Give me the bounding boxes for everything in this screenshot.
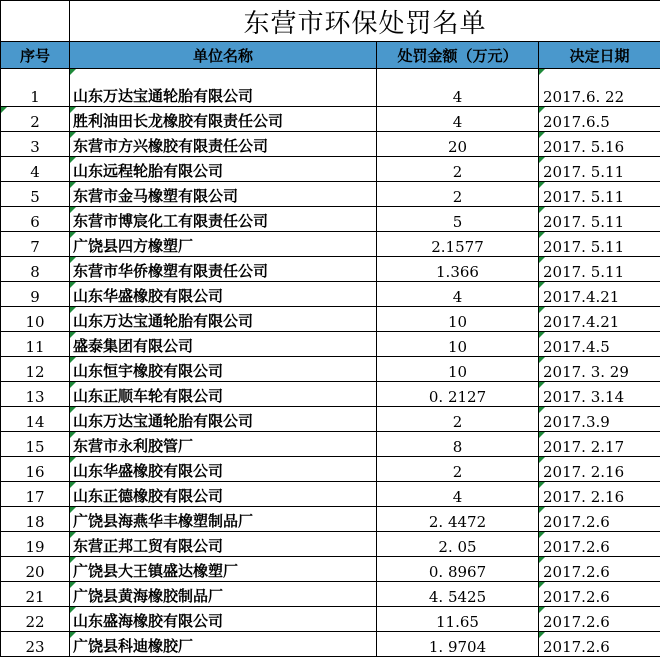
header-unit[interactable]: 单位名称: [70, 42, 377, 69]
cell-unit-name[interactable]: [70, 457, 377, 482]
cell-amount-text: 5: [452, 213, 463, 231]
cell-amount-text: 11.65: [436, 613, 479, 631]
cell-no[interactable]: [1, 282, 70, 307]
cell-no-text: 14: [25, 413, 45, 431]
cell-amount[interactable]: [377, 357, 539, 382]
cell-unit-name-text: 东营正邦工贸有限公司: [73, 537, 224, 555]
cell-marker-icon: [539, 157, 545, 163]
table-row: [1, 182, 660, 207]
cell-no[interactable]: [1, 157, 70, 182]
cell-date-text: 2017. 2.16: [543, 488, 625, 506]
cell-amount[interactable]: [377, 232, 539, 257]
cell-amount[interactable]: [377, 432, 539, 457]
cell-date-text: 2017.2.6: [543, 588, 610, 606]
table-row: [1, 532, 660, 557]
cell-date[interactable]: [539, 232, 660, 257]
cell-amount[interactable]: [377, 332, 539, 357]
cell-no-text: 7: [30, 238, 40, 256]
cell-unit-name-text: 广饶县四方橡塑厂: [73, 237, 194, 255]
cell-no-text: 1: [30, 88, 40, 106]
cell-date[interactable]: [539, 482, 660, 507]
cell-no-text: 9: [30, 288, 40, 306]
cell-no-text: 4: [30, 163, 40, 181]
cell-marker-icon: [539, 432, 545, 438]
cell-date-text: 2017. 5.11: [543, 238, 625, 256]
cell-date-text: 2017.6.5: [543, 113, 610, 131]
cell-amount[interactable]: [377, 282, 539, 307]
cell-unit-name-text: 东营市永利胶管厂: [73, 437, 194, 455]
cell-no[interactable]: [1, 69, 70, 107]
cell-unit-name-text: 山东正德橡胶有限公司: [73, 487, 224, 505]
cell-unit-name-text: 山东华盛橡胶有限公司: [73, 462, 224, 480]
cell-date[interactable]: [539, 532, 660, 557]
cell-marker-icon: [70, 632, 76, 638]
cell-no[interactable]: [1, 407, 70, 432]
title-row: [1, 1, 660, 42]
cell-date-text: 2017.2.6: [543, 538, 610, 556]
cell-no[interactable]: [1, 607, 70, 632]
cell-amount-text: 0. 2127: [428, 388, 487, 406]
cell-unit-name-text: 东营市博宸化工有限责任公司: [73, 212, 269, 230]
cell-marker-icon: [70, 307, 76, 313]
cell-unit-name[interactable]: [70, 407, 377, 432]
cell-marker-icon: [70, 132, 76, 138]
table-row: [1, 207, 660, 232]
cell-marker-icon: [539, 407, 545, 413]
cell-date-text: 2017.2.6: [543, 613, 610, 631]
cell-unit-name[interactable]: [70, 257, 377, 282]
cell-no[interactable]: [1, 482, 70, 507]
cell-amount[interactable]: [377, 157, 539, 182]
cell-marker-icon: [539, 307, 545, 313]
cell-unit-name[interactable]: [70, 607, 377, 632]
cell-marker-icon: [70, 582, 76, 588]
cell-amount-text: 2. 4472: [428, 513, 487, 531]
table-row: [1, 582, 660, 607]
cell-date[interactable]: [539, 132, 660, 157]
cell-amount[interactable]: [377, 607, 539, 632]
cell-amount[interactable]: [377, 407, 539, 432]
cell-amount-text: 2: [452, 163, 463, 181]
cell-marker-icon: [70, 382, 76, 388]
cell-amount-text: 10: [447, 363, 468, 381]
cell-amount-text: 4: [452, 88, 463, 106]
cell-date-text: 2017.3.9: [543, 413, 610, 431]
table-row: [1, 632, 660, 657]
table-row: [1, 257, 660, 282]
cell-amount[interactable]: [377, 382, 539, 407]
cell-marker-icon: [539, 182, 545, 188]
table-row: [1, 507, 660, 532]
cell-marker-icon: [539, 507, 545, 513]
cell-marker-icon: [539, 632, 545, 638]
cell-amount[interactable]: [377, 69, 539, 107]
cell-unit-name[interactable]: [70, 582, 377, 607]
cell-date[interactable]: [539, 307, 660, 332]
cell-no[interactable]: [1, 307, 70, 332]
cell-amount-text: 2: [452, 413, 463, 431]
cell-unit-name-text: 广饶县大王镇盛达橡塑厂: [73, 562, 239, 580]
cell-no-text: 15: [25, 438, 45, 456]
cell-unit-name-text: 山东远程轮胎有限公司: [73, 162, 224, 180]
cell-unit-name[interactable]: [70, 107, 377, 132]
cell-amount-text: 0. 8967: [428, 563, 487, 581]
table-row: [1, 432, 660, 457]
cell-no-text: 19: [25, 538, 45, 556]
cell-date[interactable]: [539, 107, 660, 132]
cell-amount-text: 4: [452, 288, 463, 306]
cell-amount-text: 2. 05: [438, 538, 477, 556]
cell-amount[interactable]: [377, 132, 539, 157]
cell-no[interactable]: [1, 132, 70, 157]
cell-date-text: 2017.4.5: [543, 338, 610, 356]
cell-amount-text: 10: [447, 313, 468, 331]
cell-date[interactable]: [539, 407, 660, 432]
cell-marker-icon: [70, 207, 76, 213]
cell-unit-name[interactable]: [70, 357, 377, 382]
cell-date[interactable]: [539, 357, 660, 382]
cell-unit-name-text: 广饶县海燕华丰橡塑制品厂: [73, 512, 254, 530]
cell-unit-name[interactable]: [70, 432, 377, 457]
cell-marker-icon: [70, 557, 76, 563]
cell-date[interactable]: [539, 157, 660, 182]
table-row: [1, 232, 660, 257]
table-row: [1, 282, 660, 307]
cell-no-text: 18: [25, 513, 45, 531]
cell-marker-icon: [539, 282, 545, 288]
cell-amount-text: 10: [447, 338, 468, 356]
cell-date-text: 2017. 5.11: [543, 213, 625, 231]
cell-unit-name-text: 盛泰集团有限公司: [73, 337, 194, 355]
cell-marker-icon: [70, 407, 76, 413]
cell-date-text: 2017.2.6: [543, 638, 610, 656]
cell-unit-name-text: 山东盛海橡胶有限公司: [73, 612, 224, 630]
table-row: [1, 107, 660, 132]
cell-marker-icon: [70, 232, 76, 238]
cell-date-text: 2017. 2.17: [543, 438, 625, 456]
cell-no[interactable]: [1, 332, 70, 357]
cell-marker-icon: [70, 69, 76, 75]
cell-amount-text: 8: [452, 438, 463, 456]
header-date[interactable]: 决定日期: [539, 42, 660, 69]
table-row: [1, 557, 660, 582]
cell-unit-name[interactable]: [70, 69, 377, 107]
cell-date[interactable]: [539, 432, 660, 457]
cell-amount-text: 4. 5425: [428, 588, 487, 606]
cell-date-text: 2017. 2.16: [543, 463, 625, 481]
table-row: [1, 607, 660, 632]
cell-amount[interactable]: [377, 107, 539, 132]
cell-amount[interactable]: [377, 182, 539, 207]
cell-marker-icon: [539, 357, 545, 363]
cell-no[interactable]: [1, 432, 70, 457]
cell-no[interactable]: [1, 457, 70, 482]
cell-no[interactable]: [1, 382, 70, 407]
cell-date[interactable]: [539, 257, 660, 282]
cell-amount-text: 4: [452, 488, 463, 506]
table-row: [1, 407, 660, 432]
cell-date-text: 2017.4.21: [543, 313, 620, 331]
cell-marker-icon: [70, 332, 76, 338]
cell-marker-icon: [539, 582, 545, 588]
cell-unit-name[interactable]: [70, 557, 377, 582]
cell-unit-name[interactable]: [70, 207, 377, 232]
cell-unit-name[interactable]: [70, 182, 377, 207]
cell-amount[interactable]: [377, 257, 539, 282]
cell-unit-name-text: 山东万达宝通轮胎有限公司: [73, 412, 254, 430]
cell-no-text: 8: [30, 263, 40, 281]
cell-no-text: 20: [25, 563, 45, 581]
cell-unit-name[interactable]: [70, 382, 377, 407]
cell-date[interactable]: [539, 282, 660, 307]
cell-unit-name-text: 东营市金马橡塑有限公司: [73, 187, 239, 205]
cell-amount[interactable]: [377, 632, 539, 657]
cell-unit-name[interactable]: [70, 282, 377, 307]
cell-marker-icon: [539, 482, 545, 488]
cell-no[interactable]: [1, 257, 70, 282]
cell-no-text: 17: [25, 488, 45, 506]
cell-amount-text: 2.1577: [431, 238, 484, 256]
cell-date-text: 2017.2.6: [543, 563, 610, 581]
cell-amount[interactable]: [377, 557, 539, 582]
cell-unit-name[interactable]: [70, 632, 377, 657]
cell-no-text: 16: [25, 463, 45, 481]
cell-no[interactable]: [1, 582, 70, 607]
cell-marker-icon: [539, 607, 545, 613]
cell-date[interactable]: [539, 557, 660, 582]
cell-unit-name-text: 广饶县黄海橡胶制品厂: [73, 587, 224, 605]
cell-unit-name[interactable]: [70, 132, 377, 157]
cell-amount[interactable]: [377, 532, 539, 557]
cell-no-text: 11: [25, 338, 45, 356]
table-row: [1, 132, 660, 157]
cell-date[interactable]: [539, 69, 660, 107]
cell-unit-name[interactable]: [70, 157, 377, 182]
cell-unit-name[interactable]: [70, 532, 377, 557]
cell-date-text: 2017. 3.14: [543, 388, 625, 406]
cell-date[interactable]: [539, 382, 660, 407]
cell-no[interactable]: [1, 232, 70, 257]
cell-unit-name-text: 山东恒宇橡胶有限公司: [73, 362, 224, 380]
cell-no-text: 22: [25, 613, 45, 631]
cell-no[interactable]: [1, 507, 70, 532]
cell-amount[interactable]: [377, 482, 539, 507]
cell-no[interactable]: [1, 632, 70, 657]
cell-no[interactable]: [1, 207, 70, 232]
cell-unit-name-text: 山东万达宝通轮胎有限公司: [73, 87, 254, 105]
header-no[interactable]: 序号: [1, 42, 70, 69]
cell-marker-icon: [539, 557, 545, 563]
cell-date[interactable]: [539, 507, 660, 532]
cell-marker-icon: [70, 432, 76, 438]
cell-marker-icon: [539, 382, 545, 388]
cell-date-text: 2017. 5.11: [543, 188, 625, 206]
cell-unit-name-text: 山东正顺车轮有限公司: [73, 387, 224, 405]
cell-no-text: 12: [25, 363, 45, 381]
cell-date[interactable]: [539, 607, 660, 632]
cell-marker-icon: [70, 107, 76, 113]
cell-unit-name-text: 东营市方兴橡胶有限责任公司: [73, 137, 269, 155]
cell-marker-icon: [539, 232, 545, 238]
cell-unit-name-text: 胜利油田长龙橡胶有限责任公司: [73, 112, 284, 130]
cell-marker-icon: [539, 332, 545, 338]
cell-marker-icon: [539, 69, 545, 75]
cell-unit-name[interactable]: [70, 332, 377, 357]
cell-no-text: 3: [30, 138, 40, 156]
cell-marker-icon: [70, 457, 76, 463]
cell-marker-icon: [70, 507, 76, 513]
cell-unit-name-text: 山东万达宝通轮胎有限公司: [73, 312, 254, 330]
cell-marker-icon: [70, 282, 76, 288]
cell-no[interactable]: [1, 557, 70, 582]
cell-amount[interactable]: [377, 457, 539, 482]
cell-marker-icon: [539, 132, 545, 138]
table-row: [1, 482, 660, 507]
table-row: [1, 307, 660, 332]
cell-amount-text: 2: [452, 463, 463, 481]
cell-date[interactable]: [539, 207, 660, 232]
cell-marker-icon: [70, 182, 76, 188]
cell-no[interactable]: [1, 357, 70, 382]
table-row: [1, 157, 660, 182]
cell-no[interactable]: [1, 532, 70, 557]
table-row: [1, 69, 660, 107]
cell-marker-icon: [70, 482, 76, 488]
cell-date[interactable]: [539, 582, 660, 607]
cell-no-text: 5: [30, 188, 40, 206]
cell-date-text: 2017. 5.16: [543, 138, 625, 156]
cell-amount[interactable]: [377, 582, 539, 607]
cell-no-text: 13: [25, 388, 45, 406]
cell-no[interactable]: [1, 182, 70, 207]
table-row: [1, 457, 660, 482]
cell-unit-name-text: 山东华盛橡胶有限公司: [73, 287, 224, 305]
header-row: [1, 42, 660, 69]
cell-amount[interactable]: [377, 207, 539, 232]
table-row: [1, 382, 660, 407]
table-row: [1, 357, 660, 382]
cell-no-text: 23: [25, 638, 45, 656]
cell-no-text: 2: [30, 113, 40, 131]
table-row: [1, 332, 660, 357]
cell-unit-name-text: 东营市华侨橡塑有限责任公司: [73, 262, 269, 280]
cell-marker-icon: [539, 207, 545, 213]
cell-amount-text: 20: [447, 138, 468, 156]
cell-date-text: 2017.2.6: [543, 513, 610, 531]
cell-amount[interactable]: [377, 307, 539, 332]
cell-amount[interactable]: [377, 507, 539, 532]
cell-unit-name-text: 广饶县科迪橡胶厂: [73, 637, 194, 655]
cell-no[interactable]: [1, 107, 70, 132]
cell-amount-text: 2: [452, 188, 463, 206]
cell-unit-name[interactable]: [70, 307, 377, 332]
sheet-title[interactable]: 东营市环保处罚名单: [70, 1, 660, 42]
cell-amount-text: 4: [452, 113, 463, 131]
cell-unit-name[interactable]: [70, 232, 377, 257]
cell-no-text: 21: [25, 588, 45, 606]
cell-marker-icon: [1, 107, 7, 113]
header-amount[interactable]: 处罚金额（万元）: [377, 42, 539, 69]
cell-marker-icon: [539, 457, 545, 463]
cell-marker-icon: [70, 357, 76, 363]
cell-amount-text: 1. 9704: [428, 638, 487, 656]
cell-unit-name[interactable]: [70, 482, 377, 507]
cell-marker-icon: [70, 607, 76, 613]
cell-amount-text: 1.366: [436, 263, 479, 281]
cell-date-text: 2017. 3. 29: [543, 363, 629, 381]
cell-marker-icon: [70, 532, 76, 538]
cell-no-text: 10: [25, 313, 45, 331]
cell-date[interactable]: [539, 182, 660, 207]
cell-marker-icon: [539, 532, 545, 538]
cell-date-text: 2017. 5.11: [543, 163, 625, 181]
cell-marker-icon: [539, 107, 545, 113]
cell-unit-name[interactable]: [70, 507, 377, 532]
cell-date[interactable]: [539, 457, 660, 482]
cell-date-text: 2017.4.21: [543, 288, 620, 306]
corner-cell[interactable]: [1, 1, 70, 42]
cell-marker-icon: [70, 257, 76, 263]
cell-date-text: 2017.6. 22: [543, 88, 625, 106]
cell-no-text: 6: [30, 213, 40, 231]
cell-marker-icon: [70, 157, 76, 163]
cell-date[interactable]: [539, 632, 660, 657]
cell-date[interactable]: [539, 332, 660, 357]
cell-marker-icon: [539, 257, 545, 263]
cell-date-text: 2017. 5.11: [543, 263, 625, 281]
